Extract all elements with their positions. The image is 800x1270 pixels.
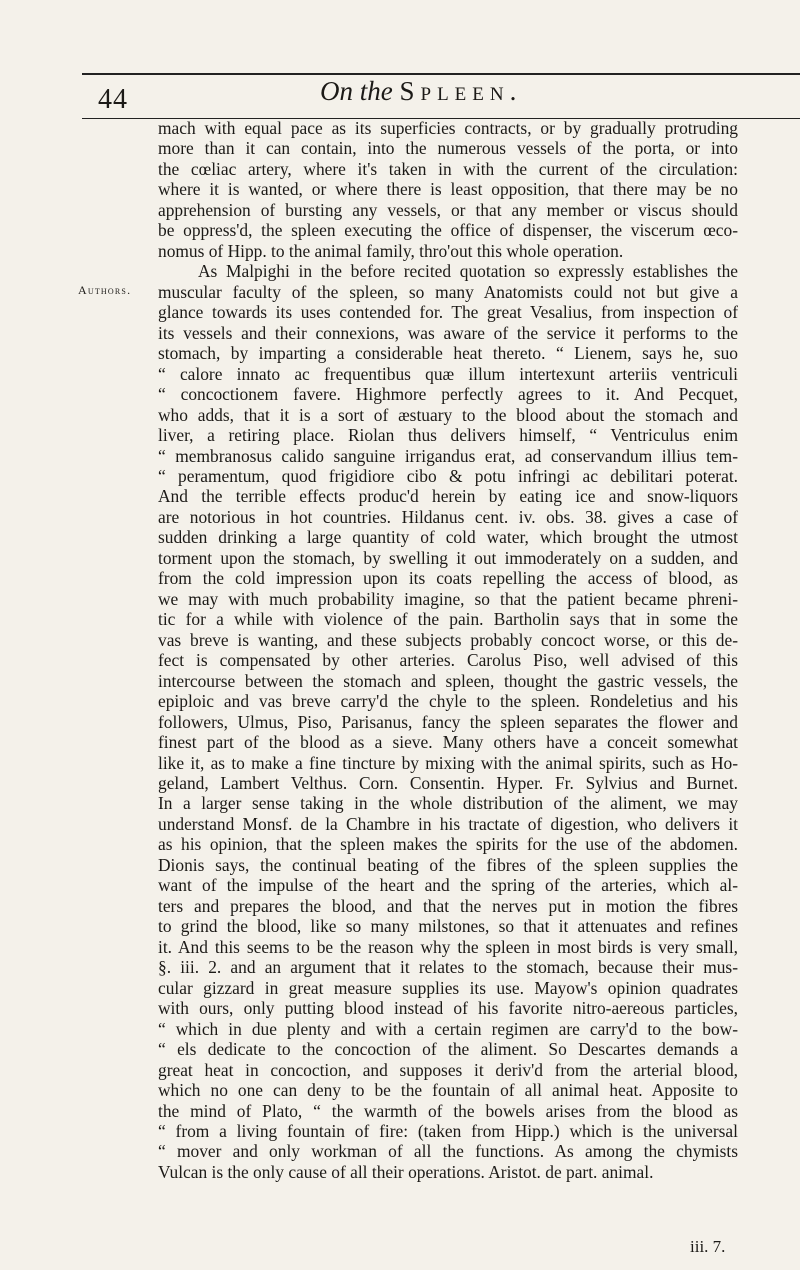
text-line: the mind of Plato, “ the warmth of the bowels arises from the blood as bbox=[158, 1100, 738, 1121]
text-line: epiploic and vas breve carry'd the chyle to the spleen. Rondeletius and his bbox=[158, 691, 738, 712]
text-line: great heat in concoction, and supposes it deriv'd from the arterial blood, bbox=[158, 1059, 738, 1080]
text-line: it. And this seems to be the reason why the spleen in most birds is very small, bbox=[158, 936, 738, 957]
text-line: And the terrible effects produc'd herein by eating ice and snow-liquors bbox=[158, 486, 738, 507]
text-line: “ els dedicate to the concoction of the aliment. So Descartes demands a bbox=[158, 1039, 738, 1060]
text-line: be oppress'd, the spleen executing the office of dispenser, the viscerum œco- bbox=[158, 220, 738, 241]
text-line: In a larger sense taking in the whole distribution of the aliment, we may bbox=[158, 793, 738, 814]
text-line: muscular faculty of the spleen, so many Anatomists could not but give a bbox=[158, 281, 738, 302]
text-line: tic for a while with violence of the pain. Bartholin says that in some the bbox=[158, 609, 738, 630]
text-line: “ mover and only workman of all the functions. As among the chymists bbox=[158, 1141, 738, 1162]
text-line: the cœliac artery, where it's taken in with the current of the circulation: bbox=[158, 158, 738, 179]
text-line: “ membranosus calido sanguine irrigandus erat, ad conservandum illius tem- bbox=[158, 445, 738, 466]
text-line: Dionis says, the continual beating of the fibres of the spleen supplies the bbox=[158, 854, 738, 875]
text-line: “ which in due plenty and with a certain regimen are carry'd to the bow- bbox=[158, 1018, 738, 1039]
text-line: which no one can deny to be the fountain of all animal heat. Apposite to bbox=[158, 1080, 738, 1101]
running-head bbox=[320, 76, 522, 107]
running-head-prefix: On the bbox=[320, 76, 393, 106]
text-line: more than it can contain, into the numerous vessels of the porta, or into bbox=[158, 138, 738, 159]
text-line: with ours, only putting blood instead of his favorite nitro-aereous particles, bbox=[158, 998, 738, 1019]
text-line: liver, a retiring place. Riolan thus delivers himself, “ Ventriculus enim bbox=[158, 425, 738, 446]
body-text bbox=[158, 118, 738, 1182]
text-line: understand Monsf. de la Chambre in his tractate of digestion, who delivers it bbox=[158, 813, 738, 834]
text-line: ters and prepares the blood, and that the nerves put in motion the fibres bbox=[158, 895, 738, 916]
text-line: apprehension of bursting any vessels, or that any member or viscus should bbox=[158, 199, 738, 220]
catchword: iii. 7. bbox=[690, 1237, 726, 1256]
text-line: fect is compensated by other arteries. Carolus Piso, well advised of this bbox=[158, 650, 738, 671]
margin-note-authors: Authors. bbox=[78, 283, 132, 297]
text-line: Vulcan is the only cause of all their operations. Aristot. de part. animal. bbox=[158, 1161, 654, 1182]
text-line: who adds, that it is a sort of æstuary to the blood about the stomach and bbox=[158, 404, 738, 425]
page-number: 44 bbox=[98, 84, 128, 115]
text-line: followers, Ulmus, Piso, Parisanus, fancy the spleen separates the flower and bbox=[158, 711, 738, 732]
text-line: “ concoctionem favere. Highmore perfectly agrees to it. And Pecquet, bbox=[158, 384, 738, 405]
text-line: we may with much probability imagine, so that the patient became phreni- bbox=[158, 588, 738, 609]
text-line: “ from a living fountain of fire: (taken from Hipp.) which is the universal bbox=[158, 1120, 738, 1141]
text-line: glance towards its uses contended for. The great Vesalius, from inspection of bbox=[158, 302, 738, 323]
text-line: want of the impulse of the heart and the spring of the arteries, which al- bbox=[158, 875, 738, 896]
text-line: torment upon the stomach, by swelling it out immoderately on a sudden, and bbox=[158, 547, 738, 568]
text-line: vas breve is wanting, and these subjects probably concoct worse, or this de- bbox=[158, 629, 738, 650]
text-line: §. iii. 2. and an argument that it relates to the stomach, because their mus- bbox=[158, 957, 738, 978]
text-line: “ peramentum, quod frigidiore cibo & potu infringi ac debilitari poterat. bbox=[158, 465, 738, 486]
text-line: from the cold impression upon its coats repelling the access of blood, as bbox=[158, 568, 738, 589]
text-line: as his opinion, that the spleen makes the spirits for the use of the abdomen. bbox=[158, 834, 738, 855]
text-line: “ calore innato ac frequentibus quæ illum intertexunt arteriis ventriculi bbox=[158, 363, 738, 384]
text-line: stomach, by imparting a considerable heat thereto. “ Lienem, says he, suo bbox=[158, 343, 738, 364]
header-rule-top bbox=[82, 73, 800, 75]
running-head-title: Spleen. bbox=[399, 76, 523, 106]
text-line: are notorious in hot countries. Hildanus cent. iv. obs. 38. gives a case of bbox=[158, 506, 738, 527]
text-line: intercourse between the stomach and spleen, thought the gastric vessels, the bbox=[158, 670, 738, 691]
text-line: mach with equal pace as its superficies contracts, or by gradually protruding bbox=[158, 118, 738, 138]
text-line: geland, Lambert Velthus. Corn. Consentin. Hyper. Fr. Sylvius and Burnet. bbox=[158, 773, 738, 793]
text-line: nomus of Hipp. to the animal family, thro'out this whole operation. bbox=[158, 240, 624, 261]
text-line: finest part of the blood as a sieve. Many others have a conceit somewhat bbox=[158, 732, 738, 753]
text-line: where it is wanted, or where there is least opposition, that there may be no bbox=[158, 179, 738, 200]
text-line: As Malpighi in the before recited quotation so expressly establishes the bbox=[198, 261, 738, 282]
text-line: sudden drinking a large quantity of cold water, which brought the utmost bbox=[158, 527, 738, 548]
text-line: cular gizzard in great measure supplies its use. Mayow's opinion quadrates bbox=[158, 977, 738, 998]
text-line: its vessels and their connexions, was aware of the service it performs to the bbox=[158, 322, 738, 343]
text-line: to grind the blood, like so many milstones, so that it attenuates and refines bbox=[158, 916, 738, 937]
text-line: like it, as to make a fine tincture by mixing with the animal spirits, such as Ho- bbox=[158, 752, 738, 773]
